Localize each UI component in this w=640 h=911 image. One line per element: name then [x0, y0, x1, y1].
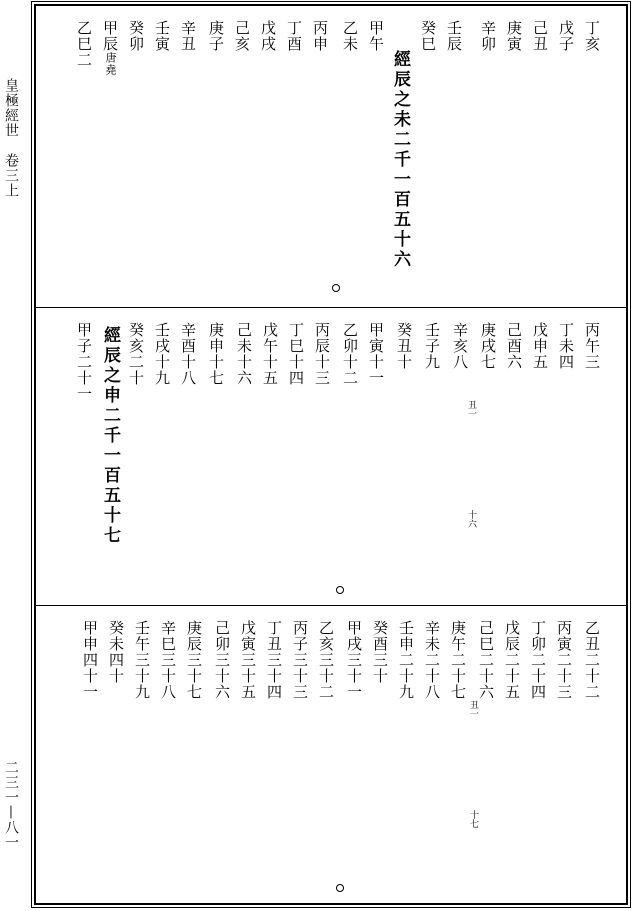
year-column: 甲寅十一 [367, 322, 385, 386]
marginal-mark: 十六 [466, 510, 476, 528]
year-column: 戊子 [557, 20, 575, 52]
year-column: 丁未四 [557, 322, 575, 370]
year-column: 甲申四十一 [81, 620, 99, 700]
year-column: 壬午三十九 [133, 620, 151, 700]
year-column: 己未十六 [235, 322, 253, 386]
year-column: 乙丑二十二 [583, 620, 601, 700]
year-column: 丙申 [311, 20, 329, 52]
circle-mark [336, 884, 344, 892]
panel-3 [36, 606, 626, 903]
page-number: 二三一—八一 [3, 760, 19, 850]
year-column: 甲辰唐堯 [101, 20, 119, 76]
year-column: 庚午二十七 [449, 620, 467, 700]
year-column: 丁卯二十四 [529, 620, 547, 700]
year-column: 辛丑 [179, 20, 197, 52]
marginal-mark: 十七 [468, 810, 478, 828]
year-column: 庚戌七 [479, 322, 497, 370]
marginal-mark: 丑一 [468, 700, 478, 718]
year-column: 丙子三十三 [291, 620, 309, 700]
year-column: 辛亥八 [451, 322, 469, 370]
year-column: 辛未二十八 [423, 620, 441, 700]
year-column: 甲戌三十一 [345, 620, 363, 700]
year-column: 辛巳三十八 [159, 620, 177, 700]
year-column: 丙辰十三 [313, 322, 331, 386]
year-column: 庚寅 [505, 20, 523, 52]
year-column: 丙午三 [583, 322, 601, 370]
ruler-annotation: 唐堯 [104, 52, 117, 76]
page-frame [34, 4, 628, 905]
era-heading: 經辰之未二千一百五十六 [390, 50, 410, 270]
year-column: 乙亥三十二 [317, 620, 335, 700]
book-title: 皇極經世 卷三上 [3, 78, 19, 198]
era-heading: 經辰之申二千一百五十七 [100, 326, 120, 546]
year-column: 甲子二十一 [75, 322, 93, 402]
circle-mark [336, 586, 344, 594]
year-column: 庚辰三十七 [185, 620, 203, 700]
year-column: 甲午 [367, 20, 385, 52]
year-column: 庚子 [207, 20, 225, 52]
year-column: 壬申二十九 [397, 620, 415, 700]
year-column: 壬寅 [153, 20, 171, 52]
year-column: 癸巳 [419, 20, 437, 52]
year-column: 癸卯 [127, 20, 145, 52]
year-column: 丁亥 [583, 20, 601, 52]
year-column: 壬子九 [423, 322, 441, 370]
year-column: 乙卯十二 [341, 322, 359, 386]
marginal-mark: 丑一 [466, 400, 476, 418]
year-column: 辛酉十八 [179, 322, 197, 386]
year-column: 丁丑三十四 [265, 620, 283, 700]
panel-1 [36, 6, 626, 308]
year-column: 戊寅三十五 [239, 620, 257, 700]
year-column: 戊午十五 [261, 322, 279, 386]
panel-2 [36, 308, 626, 606]
year-column: 己亥 [233, 20, 251, 52]
year-column: 戊戌 [259, 20, 277, 52]
year-column: 癸亥二十 [127, 322, 145, 386]
year-column: 戊辰二十五 [503, 620, 521, 700]
year-column: 己丑 [531, 20, 549, 52]
year-column: 癸丑十 [395, 322, 413, 370]
year-column: 丁巳十四 [287, 322, 305, 386]
year-column: 壬戌十九 [153, 322, 171, 386]
year-column: 己卯三十六 [213, 620, 231, 700]
year-column: 庚申十七 [207, 322, 225, 386]
year-column: 乙未 [341, 20, 359, 52]
year-column: 乙巳二 [75, 20, 93, 68]
year-column: 癸未四十 [107, 620, 125, 684]
year-column: 丁酉 [285, 20, 303, 52]
year-column: 己酉六 [505, 322, 523, 370]
circle-mark [332, 284, 340, 292]
year-column: 戊申五 [531, 322, 549, 370]
year-column: 己巳二十六 [477, 620, 495, 700]
year-column: 辛卯 [479, 20, 497, 52]
year-column: 壬辰 [445, 20, 463, 52]
year-column: 丙寅二十三 [555, 620, 573, 700]
year-column: 癸酉三十 [371, 620, 389, 684]
